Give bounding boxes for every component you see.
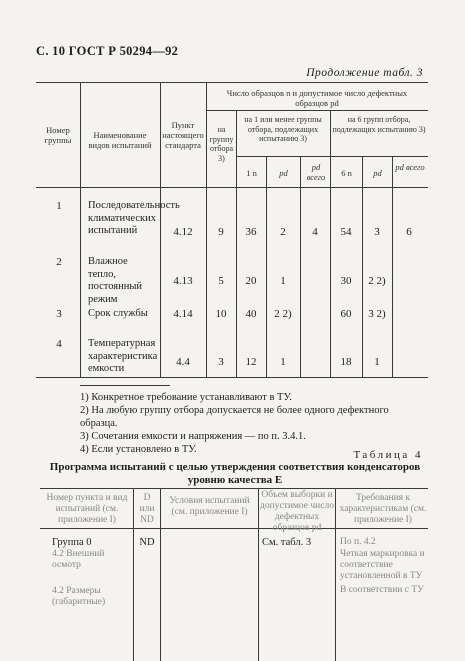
table4-test-name: 4.2 Размеры (габаритные) (52, 586, 106, 607)
table-row-group: 1 (56, 200, 62, 212)
col-rule (335, 488, 336, 661)
table4-col-header: Номер пункта и вид испытаний (см. приложение I) (46, 493, 128, 525)
footnote: 2) На любую группу отбора допускается не более одного дефектного образца. (80, 405, 389, 429)
col-header-6n: 6 n (341, 168, 352, 178)
col-header-6pd: pd (373, 168, 382, 178)
table-row-name: Температурная характеристика емкости (88, 338, 158, 374)
table-row-name: Влажное тепло, постоянный режим (88, 256, 143, 305)
footnote: 3) Сочетания емкости и напряжения — по п. 3.4.1. (80, 431, 306, 442)
col-header-n: 1 n (246, 168, 257, 178)
table4-header-bottom-rule (40, 528, 428, 529)
table3-subheader-rule (206, 110, 428, 111)
col-header-pd-total: pd всего (306, 162, 326, 182)
table4-col-header: D или ND (139, 493, 155, 525)
table4-requirement: По п. 4.2 (340, 537, 376, 547)
table-row-name: Последовательность климатических испытаний (88, 200, 180, 236)
table4-requirement: Четкая маркировка и соответствие установленной в ТУ (340, 549, 425, 581)
footnote: 4) Если установлено в ТУ. (80, 444, 197, 455)
table-row-pdt6: 6 (406, 226, 412, 238)
table-row-n1: 40 (245, 308, 257, 320)
table-row-name: Срок службы (88, 308, 148, 319)
table3-header-bottom-rule (36, 187, 428, 188)
col-rule (258, 488, 259, 661)
table4-test-name: 4.2 Внешний осмотр (52, 549, 105, 570)
col-header-6group: на 6 групп отбора, подлежащих испытанию 3) (332, 115, 426, 134)
col-rule (80, 82, 81, 378)
col-rule (330, 110, 331, 378)
col-header-group: Номер группы (44, 125, 72, 145)
table-row-clause: 4.4 (176, 356, 190, 368)
table-row-pdt1: 4 (312, 226, 318, 238)
table3-top-rule (36, 82, 428, 83)
col-header-1group: на 1 или менее группы отбора, подлежащих испытанию 3) (244, 115, 322, 143)
table-row-pd1: 1 (280, 275, 286, 287)
table-row-pd1: 1 (280, 356, 286, 368)
table-row-pd6: 3 (374, 226, 380, 238)
table-row-per-group: 3 (218, 356, 224, 368)
col-header-span: Число образцов n и допустимое число дефектных образцов pd (226, 88, 408, 108)
table3-bottom-rule (36, 377, 428, 378)
table-row-per-group: 9 (218, 226, 224, 238)
table-row-per-group: 5 (218, 275, 224, 287)
table4-col-header: Требования к характеристикам (см. приложение I) (339, 493, 427, 525)
col-rule (362, 156, 363, 378)
table-row-n1: 12 (245, 356, 257, 368)
table4-col-header: Условия испытаний (см. приложение I) (169, 496, 250, 517)
col-rule (392, 156, 393, 378)
col-header-clause: Пункт настоящего стандарта (162, 120, 204, 150)
table4-label: Таблица 4 (353, 449, 423, 461)
table-row-pd6: 3 2) (368, 308, 386, 320)
table-row-n6: 54 (340, 226, 352, 238)
table-row-group: 4 (56, 338, 62, 350)
table4-col-header: Объем выборки и допустимое число дефектных образцов pd (260, 490, 334, 533)
table-row-per-group: 10 (215, 308, 227, 320)
table4-group-title: Группа 0 (52, 537, 92, 548)
col-header-name: Наименование видов испытаний (88, 130, 152, 150)
table-row-pd6: 2 2) (368, 275, 386, 287)
table-continuation-label: Продолжение табл. 3 (306, 67, 423, 79)
col-rule (133, 488, 134, 661)
table-row-pd6: 1 (374, 356, 380, 368)
footnote: 1) Конкретное требование устанавливают в ТУ. (80, 392, 292, 403)
table-row-n6: 18 (340, 356, 352, 368)
table-row-n6: 60 (340, 308, 352, 320)
table4-sample: См. табл. 3 (262, 537, 312, 548)
col-rule (300, 156, 301, 378)
table-row-n6: 30 (340, 275, 352, 287)
table-row-group: 3 (56, 308, 62, 320)
col-rule (236, 110, 237, 378)
col-rule (266, 156, 267, 378)
footnote-rule (80, 385, 170, 386)
table4-requirement: В соответствии с ТУ (340, 585, 424, 595)
col-header-per-group: на группу отбора 3) (209, 125, 234, 163)
table-row-clause: 4.12 (173, 226, 193, 238)
col-rule (160, 82, 161, 378)
table4-top-rule (40, 488, 428, 489)
table-row-clause: 4.13 (173, 275, 193, 287)
table-row-group: 2 (56, 256, 62, 268)
table-row-pd1: 2 (280, 226, 286, 238)
table-row-pd1: 2 2) (274, 308, 292, 320)
table-row-clause: 4.14 (173, 308, 193, 320)
page-header: С. 10 ГОСТ Р 50294—92 (36, 44, 179, 58)
table-row-n1: 20 (245, 275, 257, 287)
col-rule (160, 488, 161, 661)
table4-d-nd: ND (139, 537, 155, 548)
table-row-n1: 36 (245, 226, 257, 238)
col-header-6pd-total: pd всего (395, 162, 425, 172)
table3-subheader-rule-2 (236, 156, 428, 157)
table4-title: Программа испытаний с целью утверждения соответствия конденсаторов уровню качества E (49, 461, 421, 486)
col-header-pd: pd (279, 168, 288, 178)
